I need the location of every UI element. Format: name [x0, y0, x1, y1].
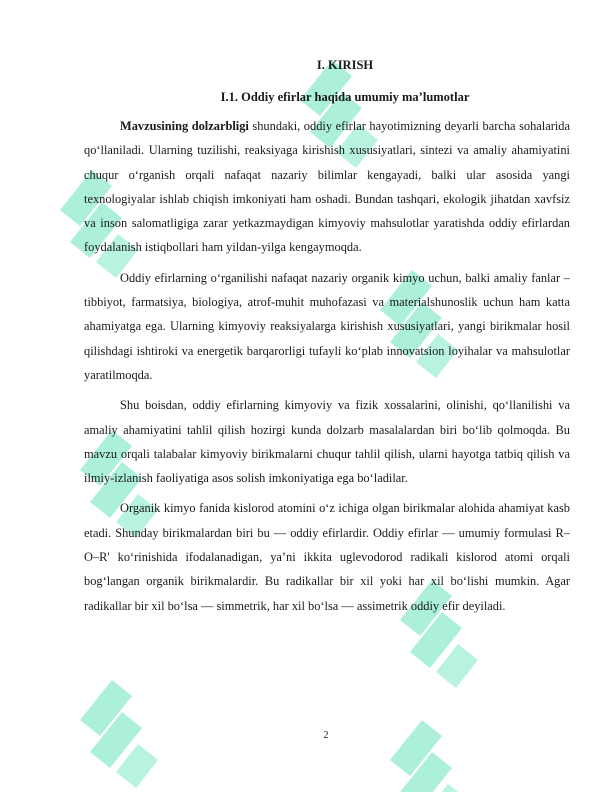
- chapter-title: I. KIRISH: [316, 58, 374, 72]
- paragraph-4: Organik kimyo fanida kislorod atomini o‘z ichiga olgan birikmalar alohida ahamiyat kasb etadi. Shunday birikmalardan biri bu — oddiy efirlardir. Oddiy efirlar — umumiy formulasi R–O–R' ko‘rinishida ifodalanadigan, ya’ni ikkita uglevodorod radikali kislorod atomi orqali bog‘langan organik birikmalardir. Bu radikallar bir xil yoki har xil bo‘lishi mumkin. Agar radikallar bir xil bo‘lsa — simmetrik, har xil bo‘lsa — assimetrik oddiy efir deyiladi.: [84, 501, 570, 613]
- paragraph-relevance: [84, 114, 570, 260]
- paragraph-lead-bold: Mavzusining dolzarbligi: [120, 119, 249, 133]
- paragraph-2: Oddiy efirlarning o‘rganilishi nafaqat nazariy organik kimyo uchun, balki amaliy fanlar – tibbiyot, farmatsiya, biologiya, atrof-muhit muhofazasi va materialshunoslik uchun ham katta ahamiyatga ega. Ularning kimyoviy reaksiyalarga kirishish xususiyatlari, yangi birikmalar hosil qilishdagi ishtiroki va energetik barqarorligi tufayli ko‘plab innovatsion loyihalar va mahsulotlar yaratilmoqda.: [84, 270, 570, 382]
- page-number: 2: [323, 730, 329, 741]
- document-page: [84, 56, 570, 624]
- paragraph-1-text: shundaki, oddiy efirlar hayotimizning deyarli barcha sohalarida qo‘llaniladi. Ularning tuzilishi, reaksiyaga kirishish xususiyatlari, sintezi va amaliy ahamiyatini chuqur o‘rganish orqali nafaqat nazariy bilimlar kengayadi, balki ular asosida yangi texnologiyalar ishlab chiqish imkoniyati ham oshadi. Bundan tashqari, ekologik jihatdan xavfsiz va inson salomatligiga zarar yetkazmaydigan kimyoviy mahsulotlar yaratishda oddiy efirlardan foydalanish istiqbollari ham yildan-yilga kengaymoqda.: [84, 119, 570, 255]
- paragraph-3: Shu boisdan, oddiy efirlarning kimyoviy va fizik xossalarini, olinishi, qo‘llanilishi va amaliy ahamiyatini tahlil qilish hozirgi kunda dolzarb masalalardan biri bo‘lib qolmoqda. Bu mavzu orqali talabalar kimyoviy birikmalarni chuqur tahlil qilish, ularni hayotga tatbiq qilish va ilmiy-izlanish faoliyatiga asos solish imkoniyatiga ega bo‘ladilar.: [84, 398, 570, 486]
- section-title: I.1. Oddiy efirlar haqida umumiy ma’lumotlar: [220, 90, 470, 104]
